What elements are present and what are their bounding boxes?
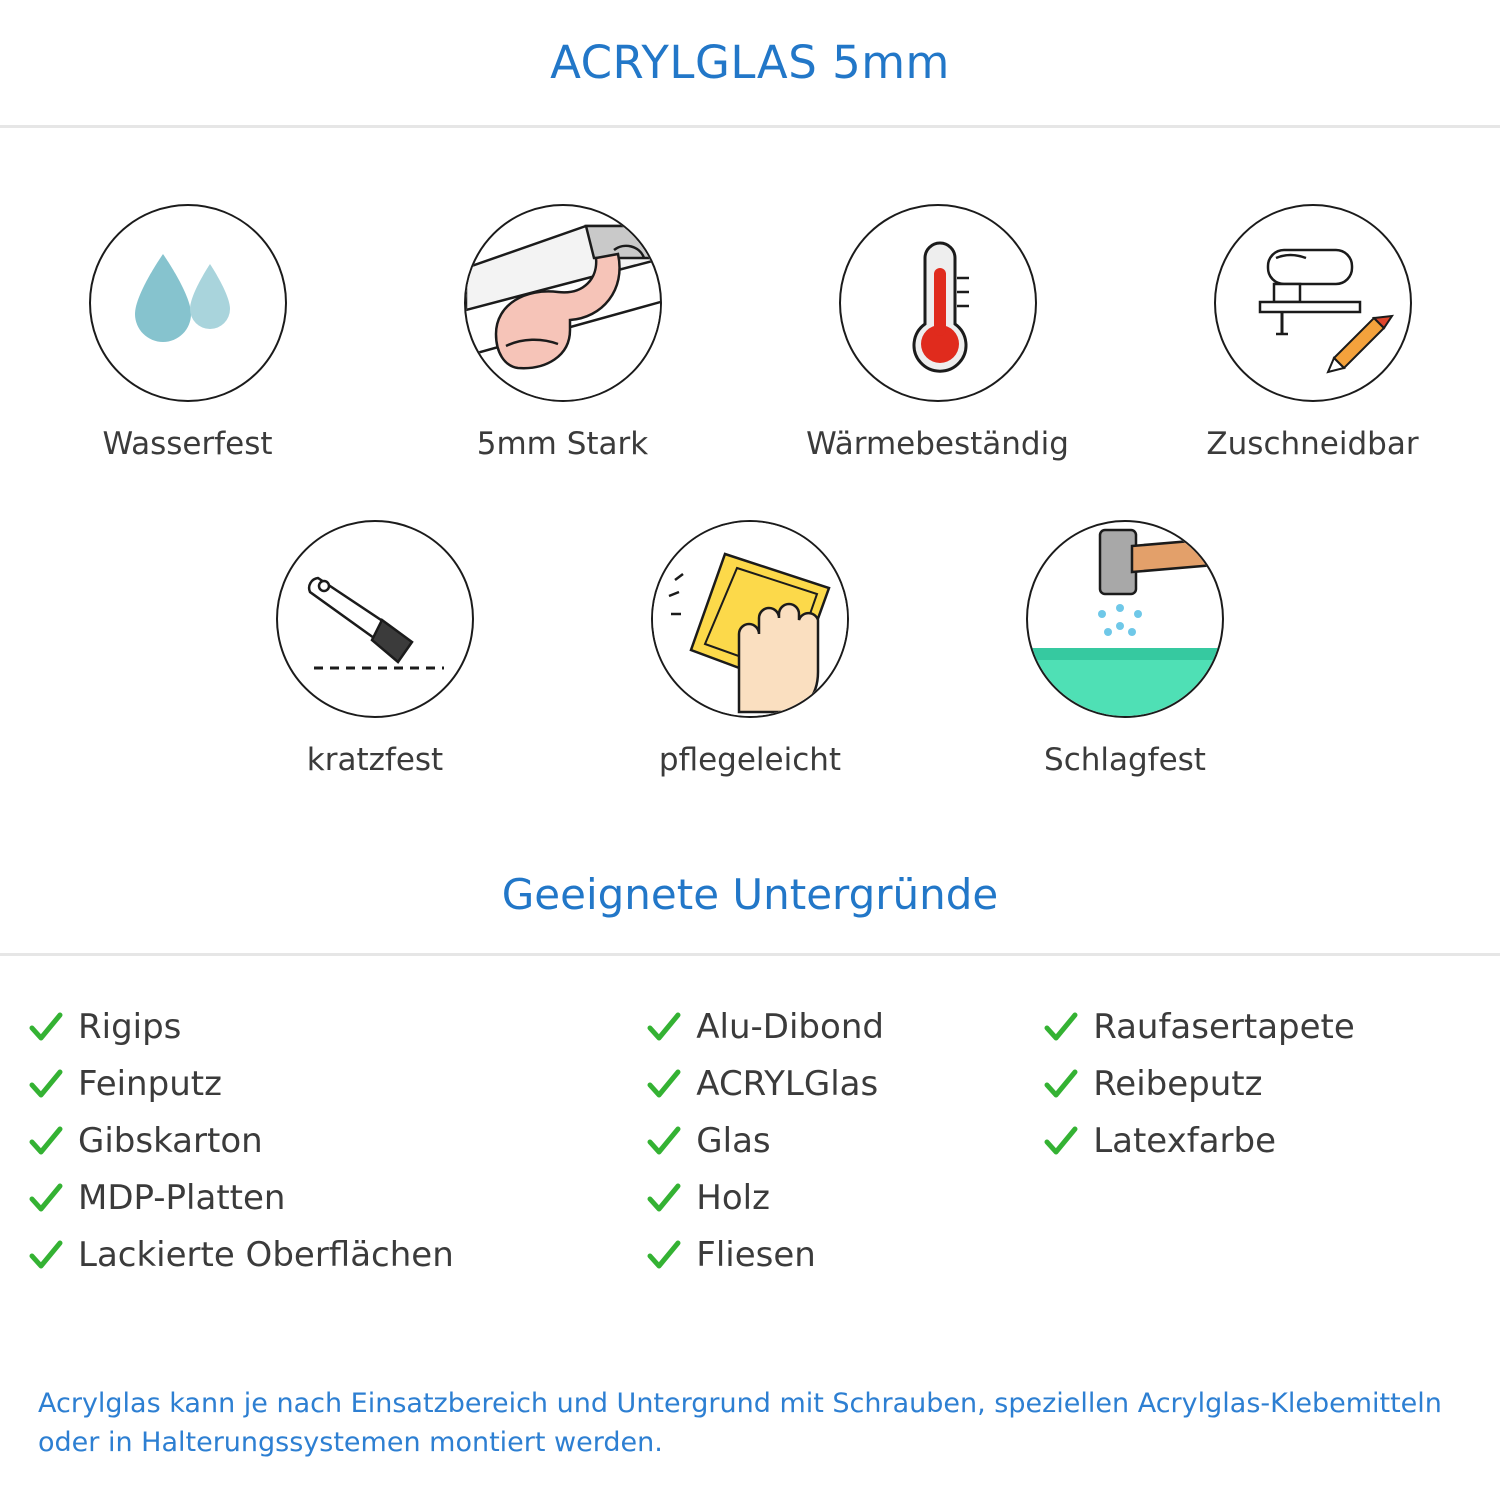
flexed-arm-icon [466, 206, 662, 402]
check-icon [646, 1180, 682, 1216]
check-icon [646, 1066, 682, 1102]
substrate-label: Feinputz [78, 1063, 222, 1104]
knife-scratch-icon [278, 522, 474, 718]
feature-icon-circle [89, 204, 287, 402]
jigsaw-cutting-icon [1216, 206, 1412, 402]
list-item [646, 1112, 1043, 1169]
footnote-text: Acrylglas kann je nach Einsatzbereich und Untergrund mit Schrauben, speziellen Acrylglas-Klebemitteln oder in Halterungssystemen montiert werden. [38, 1388, 1442, 1458]
check-icon [1043, 1123, 1079, 1159]
check-icon [28, 1066, 64, 1102]
feature-grid [0, 128, 1500, 778]
feature-label: pflegeleicht [658, 742, 842, 778]
substrate-label: Glas [696, 1120, 771, 1161]
feature-icon-circle [276, 520, 474, 718]
feature-label: Wärmebeständig [806, 426, 1069, 462]
feature-label: Schlagfest [1044, 742, 1206, 778]
feature-icon-circle [1214, 204, 1412, 402]
feature-label: 5mm Stark [476, 426, 649, 462]
check-icon [28, 1237, 64, 1273]
page-title: ACRYLGLAS 5mm [550, 36, 950, 89]
feature-5mm-stark [375, 204, 750, 462]
check-icon [646, 1009, 682, 1045]
section-title-untergruende: Geeignete Untergründe [0, 870, 1500, 956]
feature-schlagfest [938, 520, 1313, 778]
feature-row-1 [0, 204, 1500, 462]
feature-pflegeleicht [563, 520, 938, 778]
feature-icon-circle [1026, 520, 1224, 718]
substrate-label: Latexfarbe [1093, 1120, 1277, 1161]
water-drops-icon [91, 206, 287, 402]
substrate-label: Fliesen [696, 1234, 816, 1275]
list-item [28, 1112, 646, 1169]
list-item [28, 1169, 646, 1226]
list-item [646, 1055, 1043, 1112]
list-item [1043, 1112, 1472, 1169]
check-icon [1043, 1066, 1079, 1102]
check-icon [646, 1237, 682, 1273]
feature-label: Wasserfest [102, 426, 273, 462]
substrate-label: ACRYLGlas [696, 1063, 879, 1104]
substrate-column-2 [646, 998, 1043, 1283]
list-item [1043, 998, 1472, 1055]
substrate-label: Rigips [78, 1006, 182, 1047]
feature-kratzfest [188, 520, 563, 778]
feature-icon-circle [651, 520, 849, 718]
substrate-label: Reibeputz [1093, 1063, 1263, 1104]
feature-zuschneidbar [1125, 204, 1500, 462]
list-item [1043, 1055, 1472, 1112]
list-item [28, 1226, 646, 1283]
feature-row-2 [0, 520, 1500, 778]
hammer-impact-icon [1028, 522, 1224, 718]
feature-icon-circle [464, 204, 662, 402]
list-item [646, 1169, 1043, 1226]
substrate-label: Alu-Dibond [696, 1006, 884, 1047]
feature-wasserfest [0, 204, 375, 462]
substrate-label: Holz [696, 1177, 770, 1218]
substrate-label: Lackierte Oberflächen [78, 1234, 454, 1275]
check-icon [28, 1009, 64, 1045]
check-icon [1043, 1009, 1079, 1045]
substrate-column-3 [1043, 998, 1472, 1283]
substrate-list [0, 956, 1500, 1283]
substrate-label: Raufasertapete [1093, 1006, 1355, 1047]
list-item [28, 998, 646, 1055]
check-icon [28, 1180, 64, 1216]
substrate-label: MDP-Platten [78, 1177, 286, 1218]
hand-cloth-wipe-icon [653, 522, 849, 718]
check-icon [28, 1123, 64, 1159]
header [0, 0, 1500, 128]
substrate-label: Gibskarton [78, 1120, 263, 1161]
list-item [646, 1226, 1043, 1283]
check-icon [646, 1123, 682, 1159]
substrate-column-1 [28, 998, 646, 1283]
feature-label: kratzfest [306, 742, 444, 778]
feature-icon-circle [839, 204, 1037, 402]
list-item [646, 998, 1043, 1055]
list-item [28, 1055, 646, 1112]
thermometer-icon [841, 206, 1037, 402]
feature-label: Zuschneidbar [1206, 426, 1419, 462]
feature-waermebestaendig [750, 204, 1125, 462]
